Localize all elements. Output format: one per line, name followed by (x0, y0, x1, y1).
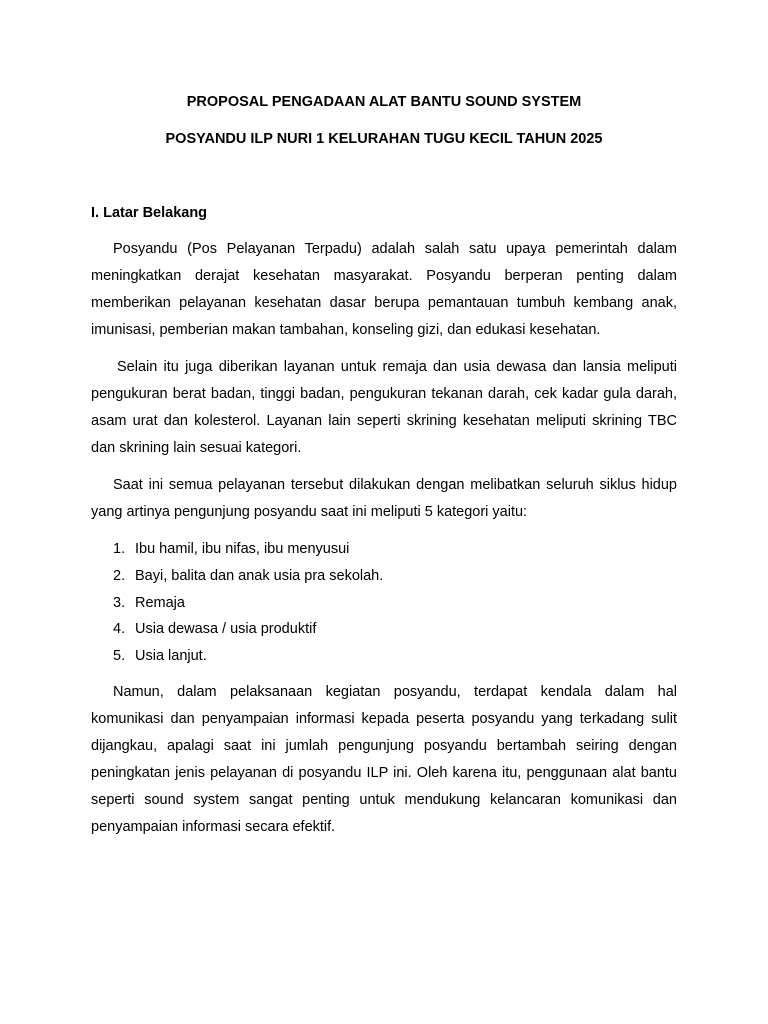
paragraph-4-text: Namun, dalam pelaksanaan kegiatan posyandu, terdapat kendala dalam hal komunikasi dan penyampaian informasi kepada peserta posyandu yang terkadang sulit dijangkau, apalagi saat ini jumlah pengunjung posyandu bertambah seiring dengan peningkatan jenis pelayanan di posyandu ILP ini. Oleh karena itu, penggunaan alat bantu seperti sound system sangat penting untuk mendukung kelancaran komunikasi dan penyampaian informasi secara efektif. (91, 684, 677, 835)
category-list (91, 536, 677, 670)
section-heading: I. Latar Belakang (91, 205, 208, 221)
list-item (91, 536, 677, 563)
paragraph-4 (91, 679, 677, 841)
list-item-text: Usia dewasa / usia produktif (135, 621, 317, 638)
list-item-number: 5. (113, 648, 126, 664)
list-item (91, 616, 677, 643)
list-item-number: 1. (113, 541, 126, 557)
list-item-text: Remaja (135, 594, 185, 611)
list-item (91, 590, 677, 617)
list-item-text: Usia lanjut. (135, 648, 207, 664)
document-title-line-1: PROPOSAL PENGADAAN ALAT BANTU SOUND SYSTEM (186, 94, 582, 110)
paragraph-2 (91, 354, 677, 462)
paragraph-3 (91, 472, 677, 526)
paragraph-1 (91, 236, 677, 344)
list-item-text: Ibu hamil, ibu nifas, ibu menyusui (135, 541, 350, 557)
list-item-text: Bayi, balita dan anak usia pra sekolah. (135, 567, 384, 584)
list-item-number: 2. (113, 567, 126, 584)
paragraph-2-text: Selain itu juga diberikan layanan untuk remaja dan usia dewasa dan lansia meliputi pengukuran berat badan, tinggi badan, pengukuran tekanan darah, cek kadar gula darah, asam urat dan kolesterol. Layanan lain seperti skrining kesehatan meliputi skrining TBC dan skrining lain sesuai kategori. (91, 359, 677, 456)
list-item-number: 3. (113, 594, 126, 611)
paragraph-3-text: Saat ini semua pelayanan tersebut dilakukan dengan melibatkan seluruh siklus hidup yang artinya pengunjung posyandu saat ini meliputi 5 kategori yaitu: (91, 477, 677, 520)
list-item (91, 643, 677, 670)
list-item (91, 563, 677, 590)
paragraph-1-text: Posyandu (Pos Pelayanan Terpadu) adalah salah satu upaya pemerintah dalam meningkatkan derajat kesehatan masyarakat. Posyandu berperan penting dalam memberikan pelayanan kesehatan dasar berupa pemantauan tumbuh kembang anak, imunisasi, pemberian makan tambahan, konseling gizi, dan edukasi kesehatan. (91, 241, 677, 338)
list-item-number: 4. (113, 621, 126, 638)
document-title-line-2: POSYANDU ILP NURI 1 KELURAHAN TUGU KECIL TAHUN 2025 (165, 131, 603, 147)
